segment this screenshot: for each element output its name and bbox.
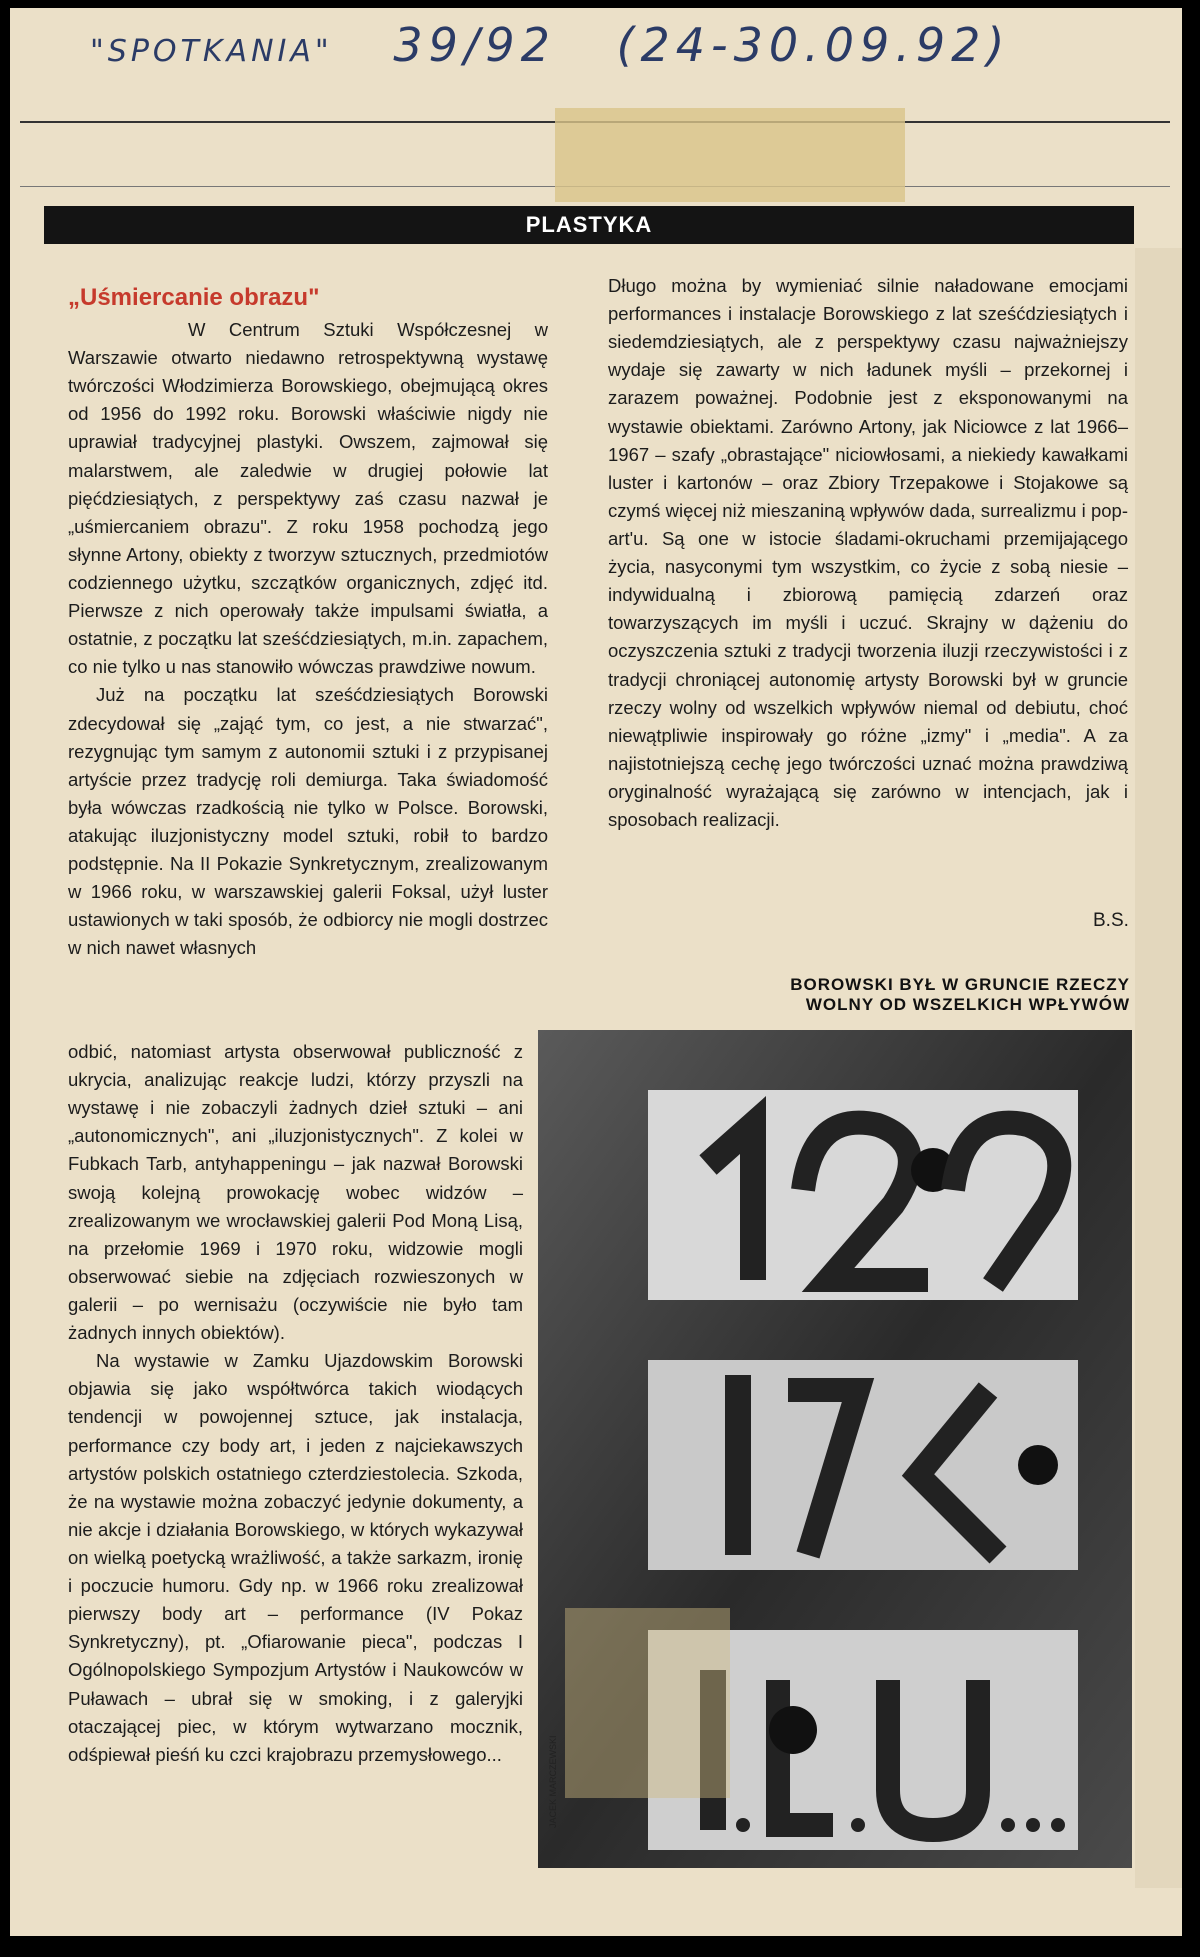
ink-blot [769,1706,817,1754]
paragraph: Już na początku lat sześćdziesiątych Borowski zdecydował się „zająć tym, co jest, a nie stwarzać", rezygnując tym samym z autonomii sztuki i z przypisanej artyście przez tradycję roli demiurga. Taka świadomość była wówczas rzadkością nie tylko w Polsce. Borowski, atakując iluzjonistyczny model sztuki, robił to bardzo podstępnie. Na II Pokazie Synkretycznym, zrealizowanym w 1966 roku, w warszawskiej galerii Foksal, użył luster ustawionych w taki sposób, że odbiorcy nie mogli dostrzec w nich nawet własnych [68,684,548,959]
paragraph: odbić, natomiast artysta obserwował publiczność z ukrycia, analizując reakcje ludzi, którzy przyszli na wystawę i nie zobaczyli żadnych dzieł sztuki – ani „autonomicznych", ani „iluzjonistycznych". Z kolei w Fubkach Tarb, antyhappeningu – jak nazwał Borowski swoją kolejną prowokację wobec widzów – zrealizowanym we wrocławskiej galerii Pod Moną Lisą, na przełomie 1969 i 1970 roku, widzowie mogli obserwować siebie na zdjęciach rozwieszonych w galerii – po wernisażu (oczywiście nie było tam żadnych innych obiektów). [68,1041,523,1344]
article-headline: „Uśmiercanie obrazu" [68,284,320,311]
handwritten-issue: 39/92 [393,18,556,72]
section-header: PLASTYKA [44,206,1134,244]
tape-strip [555,108,905,202]
paragraph: Długo można by wymieniać silnie naładowane emocjami performances i instalacje Borowskiego z lat sześćdziesiątych i siedemdziesiątych, ale z perspektywy czasu najważniejszy wydaje się zawarty w nich ładunek myśli – przekornej i zarazem poważnej. Podobnie jest z eksponowanymi na wystawie obiektami. Zarówno Artony, jak Niciowce z lat 1966–1967 – szafy „obrastające" niciowłosami, a niekiedy kawałkami luster i kartonów – oraz Zbiory Trzepakowe i Stojakowe są czymś więcej niż mieszaniną wpływów dada, surrealizmu i pop-art'u. Są one w istocie śladami-okruchami przemijającego życia, nasyconymi tym wszystkim, co życie z sobą niesie – indywidualną i zbiorową pamięcią zdarzeń oraz towarzyszących im myśli i uczuć. Skrajny w dążeniu do oczyszczenia sztuki z tradycji tworzenia iluzji rzeczywistości i z tradycji chroniącej autonomię artysty Borowski był w gruncie rzeczy wolny od wszelkich wpływów niemal od debiutu, choć niewątpliwie inspirowały go różne „izmy" i „media". A za najistotniejszą cechę jego twórczości uznać można prawdziwą oryginalność wyrażającą się zarówno w intencjach, jak i sposobach realizacji. [608,275,1128,831]
ink-blot [1018,1445,1058,1485]
author-initials: B.S. [1093,910,1129,931]
caption-line: BOROWSKI BYŁ W GRUNCIE RZECZY [790,975,1130,994]
article-column-left-lower [68,1038,523,1769]
tape-strip [565,1608,730,1798]
dot [851,1818,865,1832]
paragraph: W Centrum Sztuki Współczesnej w Warszawie otwarto niedawno retrospektywną wystawę twórczości Włodzimierza Borowskiego, obejmującą okres od 1956 do 1992 roku. Borowski właściwie nigdy nie uprawiał tradycyjnej plastyki. Owszem, zajmował się malarstwem, ale zaledwie w drugiej połowie lat pięćdziesiątych, z perspektywy zaś czasu nazwał je „uśmiercaniem obrazu". Z roku 1958 pochodzą jego słynne Artony, obiekty z tworzyw sztucznych, przedmiotów codziennego użytku, szczątków organicznych, zdjęć itd. Pierwsze z nich operowały także impulsami światła, a ostatnie, z początku lat sześćdziesiątych, m.in. zapachem, co nie tylko u nas stanowiło wówczas prawdziwe nowum. [68,319,548,678]
article-column-right [608,272,1128,834]
article-column-left [68,286,548,963]
dot [1051,1818,1065,1832]
photo-caption [740,975,1130,1016]
handwritten-title: "SPOTKANIA" [90,34,333,69]
dot [736,1818,750,1832]
handwritten-annotation [90,18,1090,98]
newspaper-clipping [10,8,1182,1936]
paragraph: Na wystawie w Zamku Ujazdowskim Borowski objawia się jako współtwórca takich wiodących tendencji w powojennej sztuce, jak instalacja, performance czy body art, i jeden z najciekawszych artystów polskich ostatniego czterdziestolecia. Szkoda, że na wystawie można zobaczyć jedynie dokumenty, a nie akcje i działania Borowskiego, w których wykazywał on wielką poetycką wrażliwość, a także sarkazm, ironię i poczucie humoru. Gdy np. w 1966 roku zrealizował pierwszy body art – performance (IV Pokaz Synkretyczny), pt. „Ofiarowanie pieca", podczas I Ogólnopolskiego Sympozjum Artystów i Naukowców w Puławach – ubrał się w smoking, i z galeryjki otaczającej piec, w którym wytwarzano mocznik, odśpiewał pieśń ku czci krajobrazu przemysłowego... [68,1350,523,1765]
photo-credit: JACEK MARCZEWSKI [548,1735,558,1828]
dot [1001,1818,1015,1832]
dot [1026,1818,1040,1832]
handwritten-dates: (24-30.09.92) [616,18,1011,72]
caption-line: WOLNY OD WSZELKICH WPŁYWÓW [805,995,1130,1015]
paper-margin [1135,248,1182,1888]
